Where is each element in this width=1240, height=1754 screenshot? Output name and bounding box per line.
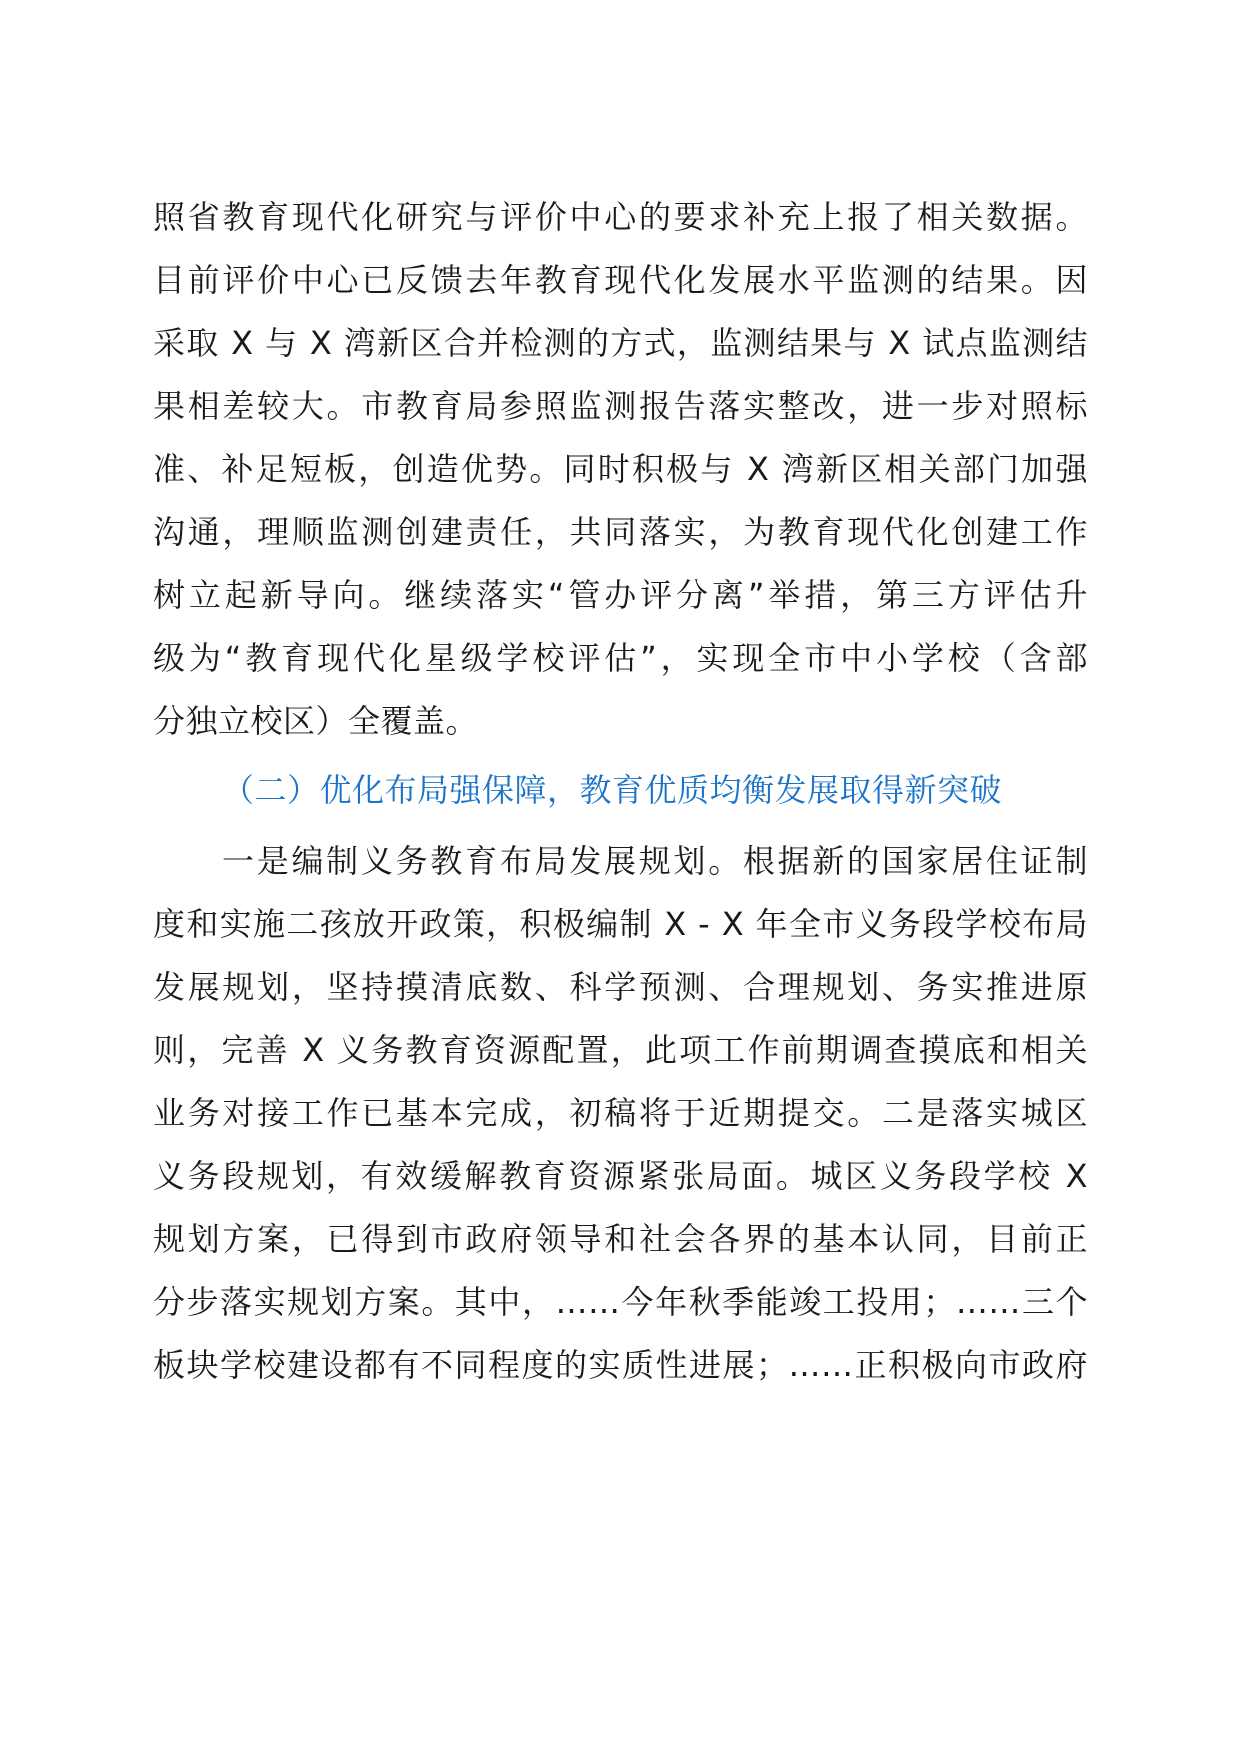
paragraph-line: 准、补足短板，创造优势。同时积极与 X 湾新区相关部门加强	[153, 450, 1088, 488]
paragraph-line: 目前评价中心已反馈去年教育现代化发展水平监测的结果。因	[153, 261, 1088, 299]
paragraph-line: 板块学校建设都有不同程度的实质性进展；……正积极向市政府	[153, 1346, 1088, 1384]
paragraph-line: 义务段规划，有效缓解教育资源紧张局面。城区义务段学校 X	[153, 1157, 1088, 1195]
paragraph-line: 果相差较大。市教育局参照监测报告落实整改，进一步对照标	[153, 387, 1088, 425]
paragraph-line: 规划方案，已得到市政府领导和社会各界的基本认同，目前正	[153, 1220, 1088, 1258]
paragraph-line: 照省教育现代化研究与评价中心的要求补充上报了相关数据。	[153, 198, 1088, 236]
paragraph-line: 业务对接工作已基本完成，初稿将于近期提交。二是落实城区	[153, 1094, 1088, 1132]
paragraph-line: 树立起新导向。继续落实“管办评分离”举措，第三方评估升	[153, 576, 1088, 614]
section-heading: （二）优化布局强保障，教育优质均衡发展取得新突破	[222, 771, 1003, 809]
paragraph-line: 级为“教育现代化星级学校评估”，实现全市中小学校（含部	[153, 639, 1088, 677]
paragraph-line: 度和实施二孩放开政策，积极编制 X - X 年全市义务段学校布局	[153, 905, 1088, 943]
paragraph-line: 分步落实规划方案。其中，……今年秋季能竣工投用；……三个	[153, 1283, 1088, 1321]
paragraph-line: 则，完善 X 义务教育资源配置，此项工作前期调查摸底和相关	[153, 1031, 1088, 1069]
paragraph-line: 一是编制义务教育布局发展规划。根据新的国家居住证制	[222, 842, 1088, 880]
paragraph-line: 采取 X 与 X 湾新区合并检测的方式，监测结果与 X 试点监测结	[153, 324, 1088, 362]
paragraph-line: 沟通，理顺监测创建责任，共同落实，为教育现代化创建工作	[153, 513, 1088, 551]
paragraph-line: 发展规划，坚持摸清底数、科学预测、合理规划、务实推进原	[153, 968, 1088, 1006]
paragraph-line: 分独立校区）全覆盖。	[153, 702, 479, 740]
